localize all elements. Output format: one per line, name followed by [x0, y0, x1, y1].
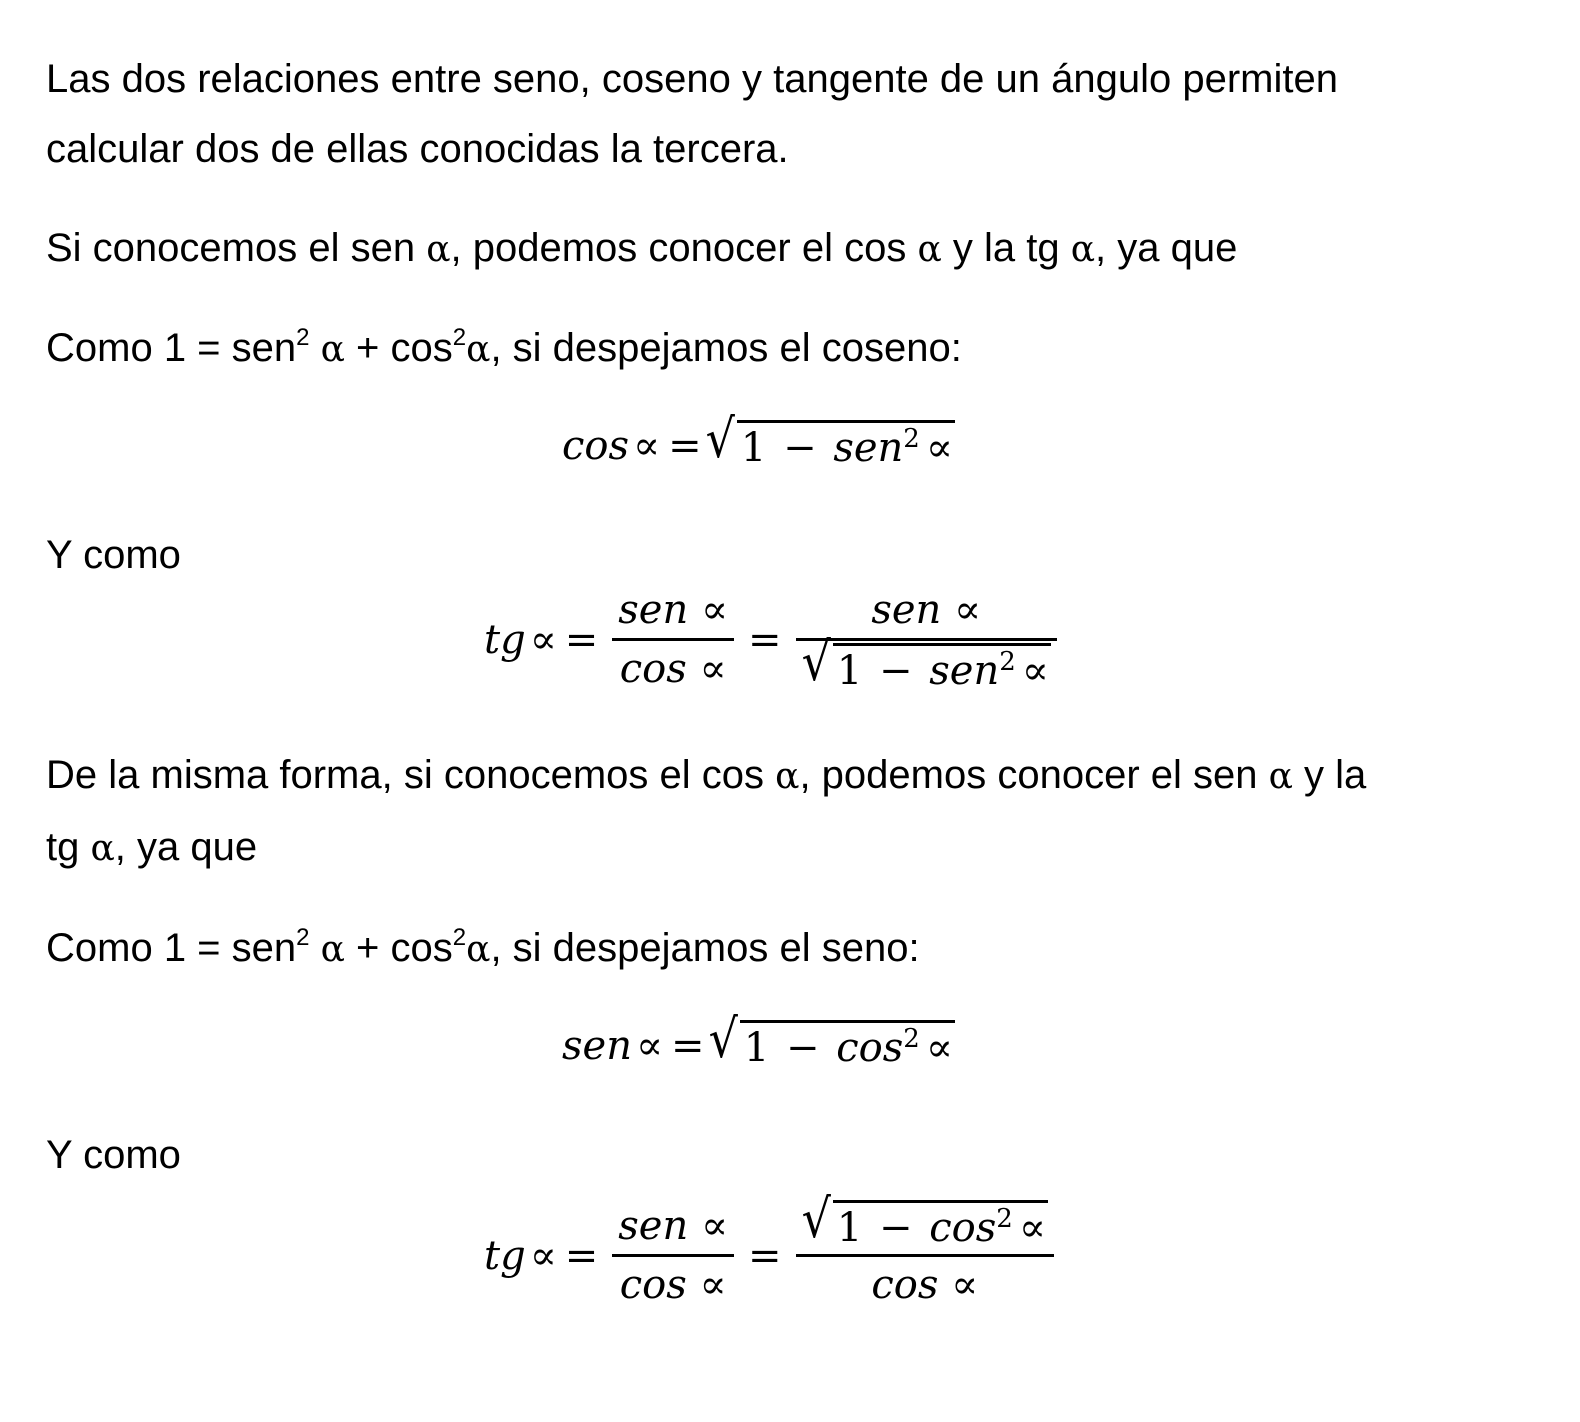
- alpha-symbol: α: [320, 929, 345, 970]
- prop-symbol: ∝: [925, 425, 953, 471]
- one: 1: [743, 1025, 770, 1071]
- alpha-symbol: α: [426, 229, 451, 270]
- intro-line-1: Las dos relaciones entre seno, coseno y tangente de un ángulo permiten: [46, 57, 1338, 101]
- radicand: [833, 643, 1051, 694]
- square-root: [801, 1187, 1048, 1251]
- prop-symbol: ∝: [925, 1025, 953, 1071]
- math-cos: cos: [619, 646, 687, 692]
- cos-known-paragraph: [46, 740, 1520, 884]
- text: De la misma forma, si conocemos el cos: [46, 753, 776, 797]
- numerator: [865, 582, 987, 638]
- math-sen: sen: [618, 1203, 689, 1249]
- alpha-symbol: α: [320, 329, 345, 370]
- equals-sign: =: [564, 616, 599, 663]
- radicand: [737, 420, 955, 471]
- alpha-symbol: α: [917, 229, 942, 270]
- numerator: [612, 582, 734, 638]
- numerator: [612, 1198, 734, 1254]
- prop-symbol: ∝: [529, 616, 557, 663]
- math-sen: sen: [833, 425, 904, 471]
- superscript: 2: [296, 924, 310, 951]
- square-root: [705, 407, 955, 471]
- math-cos: cos: [836, 1025, 904, 1071]
- prop-symbol: ∝: [1018, 1205, 1046, 1251]
- superscript: 2: [452, 924, 467, 951]
- superscript: 2: [903, 1024, 920, 1054]
- minus-sign: −: [879, 648, 913, 694]
- math-tg: tg: [484, 1232, 526, 1279]
- prop-symbol: ∝: [633, 422, 661, 469]
- equals-sign: =: [564, 1232, 599, 1279]
- math-sen: sen: [562, 1022, 632, 1069]
- text: Si conocemos el sen: [46, 226, 427, 270]
- one: 1: [740, 425, 767, 471]
- text: tg: [46, 825, 91, 869]
- alpha-symbol: α: [90, 828, 115, 869]
- square-root: [708, 1007, 955, 1071]
- como-paragraph-2: [46, 913, 1520, 985]
- denominator: [796, 630, 1057, 697]
- prop-symbol: ∝: [951, 1262, 979, 1308]
- superscript: 2: [296, 324, 310, 351]
- equation-tg-from-cos: [484, 1187, 1064, 1313]
- prop-symbol: ∝: [954, 587, 982, 633]
- radical-icon: √: [801, 630, 831, 693]
- text: , podemos conocer el sen: [799, 753, 1269, 797]
- equation-sen-from-cos: [562, 1007, 955, 1071]
- alpha-symbol: α: [466, 329, 491, 370]
- text: Y como: [46, 533, 181, 577]
- equals-sign: =: [668, 422, 702, 469]
- denominator: [614, 1257, 733, 1313]
- radical-icon: √: [705, 407, 735, 470]
- prop-symbol: ∝: [529, 1232, 557, 1279]
- prop-symbol: ∝: [635, 1022, 664, 1069]
- math-cos: cos: [929, 1205, 997, 1251]
- como-paragraph-1: [46, 313, 1520, 385]
- alpha-symbol: α: [775, 756, 800, 797]
- equals-sign: =: [748, 1232, 782, 1279]
- math-cos: cos: [562, 422, 630, 469]
- text: Y como: [46, 1133, 181, 1177]
- math-tg: tg: [484, 616, 526, 663]
- prop-symbol: ∝: [700, 1203, 729, 1249]
- math-cos: cos: [871, 1262, 939, 1308]
- prop-symbol: ∝: [1021, 648, 1049, 694]
- one: 1: [836, 648, 863, 694]
- intro-line-2: calcular dos de ellas conocidas la tercera.: [46, 127, 789, 171]
- radicand: [740, 1020, 955, 1071]
- text: , ya que: [114, 825, 258, 869]
- minus-sign: −: [786, 1025, 820, 1071]
- superscript: 2: [999, 647, 1016, 677]
- math-sen: sen: [871, 587, 942, 633]
- text: Como 1 = sen: [46, 326, 297, 370]
- fraction-sen-over-cos: [612, 582, 734, 697]
- radicand: [833, 1200, 1048, 1251]
- intro-paragraph: [46, 44, 1520, 184]
- text: , ya que: [1095, 226, 1238, 270]
- fraction-sen-over-cos: [612, 1198, 734, 1313]
- square-root: [801, 630, 1051, 694]
- text: y la tg: [941, 226, 1071, 270]
- minus-sign: −: [879, 1205, 913, 1251]
- minus-sign: −: [783, 425, 817, 471]
- one: 1: [836, 1205, 863, 1251]
- equation-tg-from-sen: [484, 582, 1067, 697]
- equation-cos-from-sen: [562, 407, 955, 471]
- math-cos: cos: [619, 1262, 687, 1308]
- text: , podemos conocer el cos: [450, 226, 918, 270]
- fraction-sen-over-sqrt: [796, 582, 1057, 697]
- radical-icon: √: [801, 1187, 831, 1250]
- superscript: 2: [452, 324, 467, 351]
- sen-known-paragraph: [46, 213, 1520, 285]
- alpha-symbol: α: [1070, 229, 1096, 270]
- math-sen: sen: [618, 587, 689, 633]
- fraction-sqrt-over-cos: [796, 1187, 1054, 1313]
- prop-symbol: ∝: [699, 1262, 727, 1308]
- prop-symbol: ∝: [700, 587, 729, 633]
- text: , si despejamos el coseno:: [490, 326, 962, 370]
- numerator: [796, 1187, 1054, 1254]
- superscript: 2: [996, 1204, 1013, 1234]
- text: Como 1 = sen: [46, 926, 297, 970]
- math-sen: sen: [929, 648, 1000, 694]
- alpha-symbol: α: [1268, 756, 1293, 797]
- prop-symbol: ∝: [699, 646, 727, 692]
- denominator: [614, 641, 733, 697]
- equals-sign: =: [671, 1022, 705, 1069]
- text: , si despejamos el seno:: [490, 926, 920, 970]
- y-como-2: [46, 1120, 1520, 1190]
- y-como-1: [46, 520, 1520, 590]
- text: y la: [1292, 753, 1367, 797]
- superscript: 2: [903, 424, 920, 454]
- alpha-symbol: α: [466, 929, 491, 970]
- equals-sign: =: [748, 616, 782, 663]
- text: + cos: [344, 926, 453, 970]
- radical-icon: √: [708, 1007, 738, 1070]
- text: + cos: [344, 326, 453, 370]
- denominator: [865, 1257, 984, 1313]
